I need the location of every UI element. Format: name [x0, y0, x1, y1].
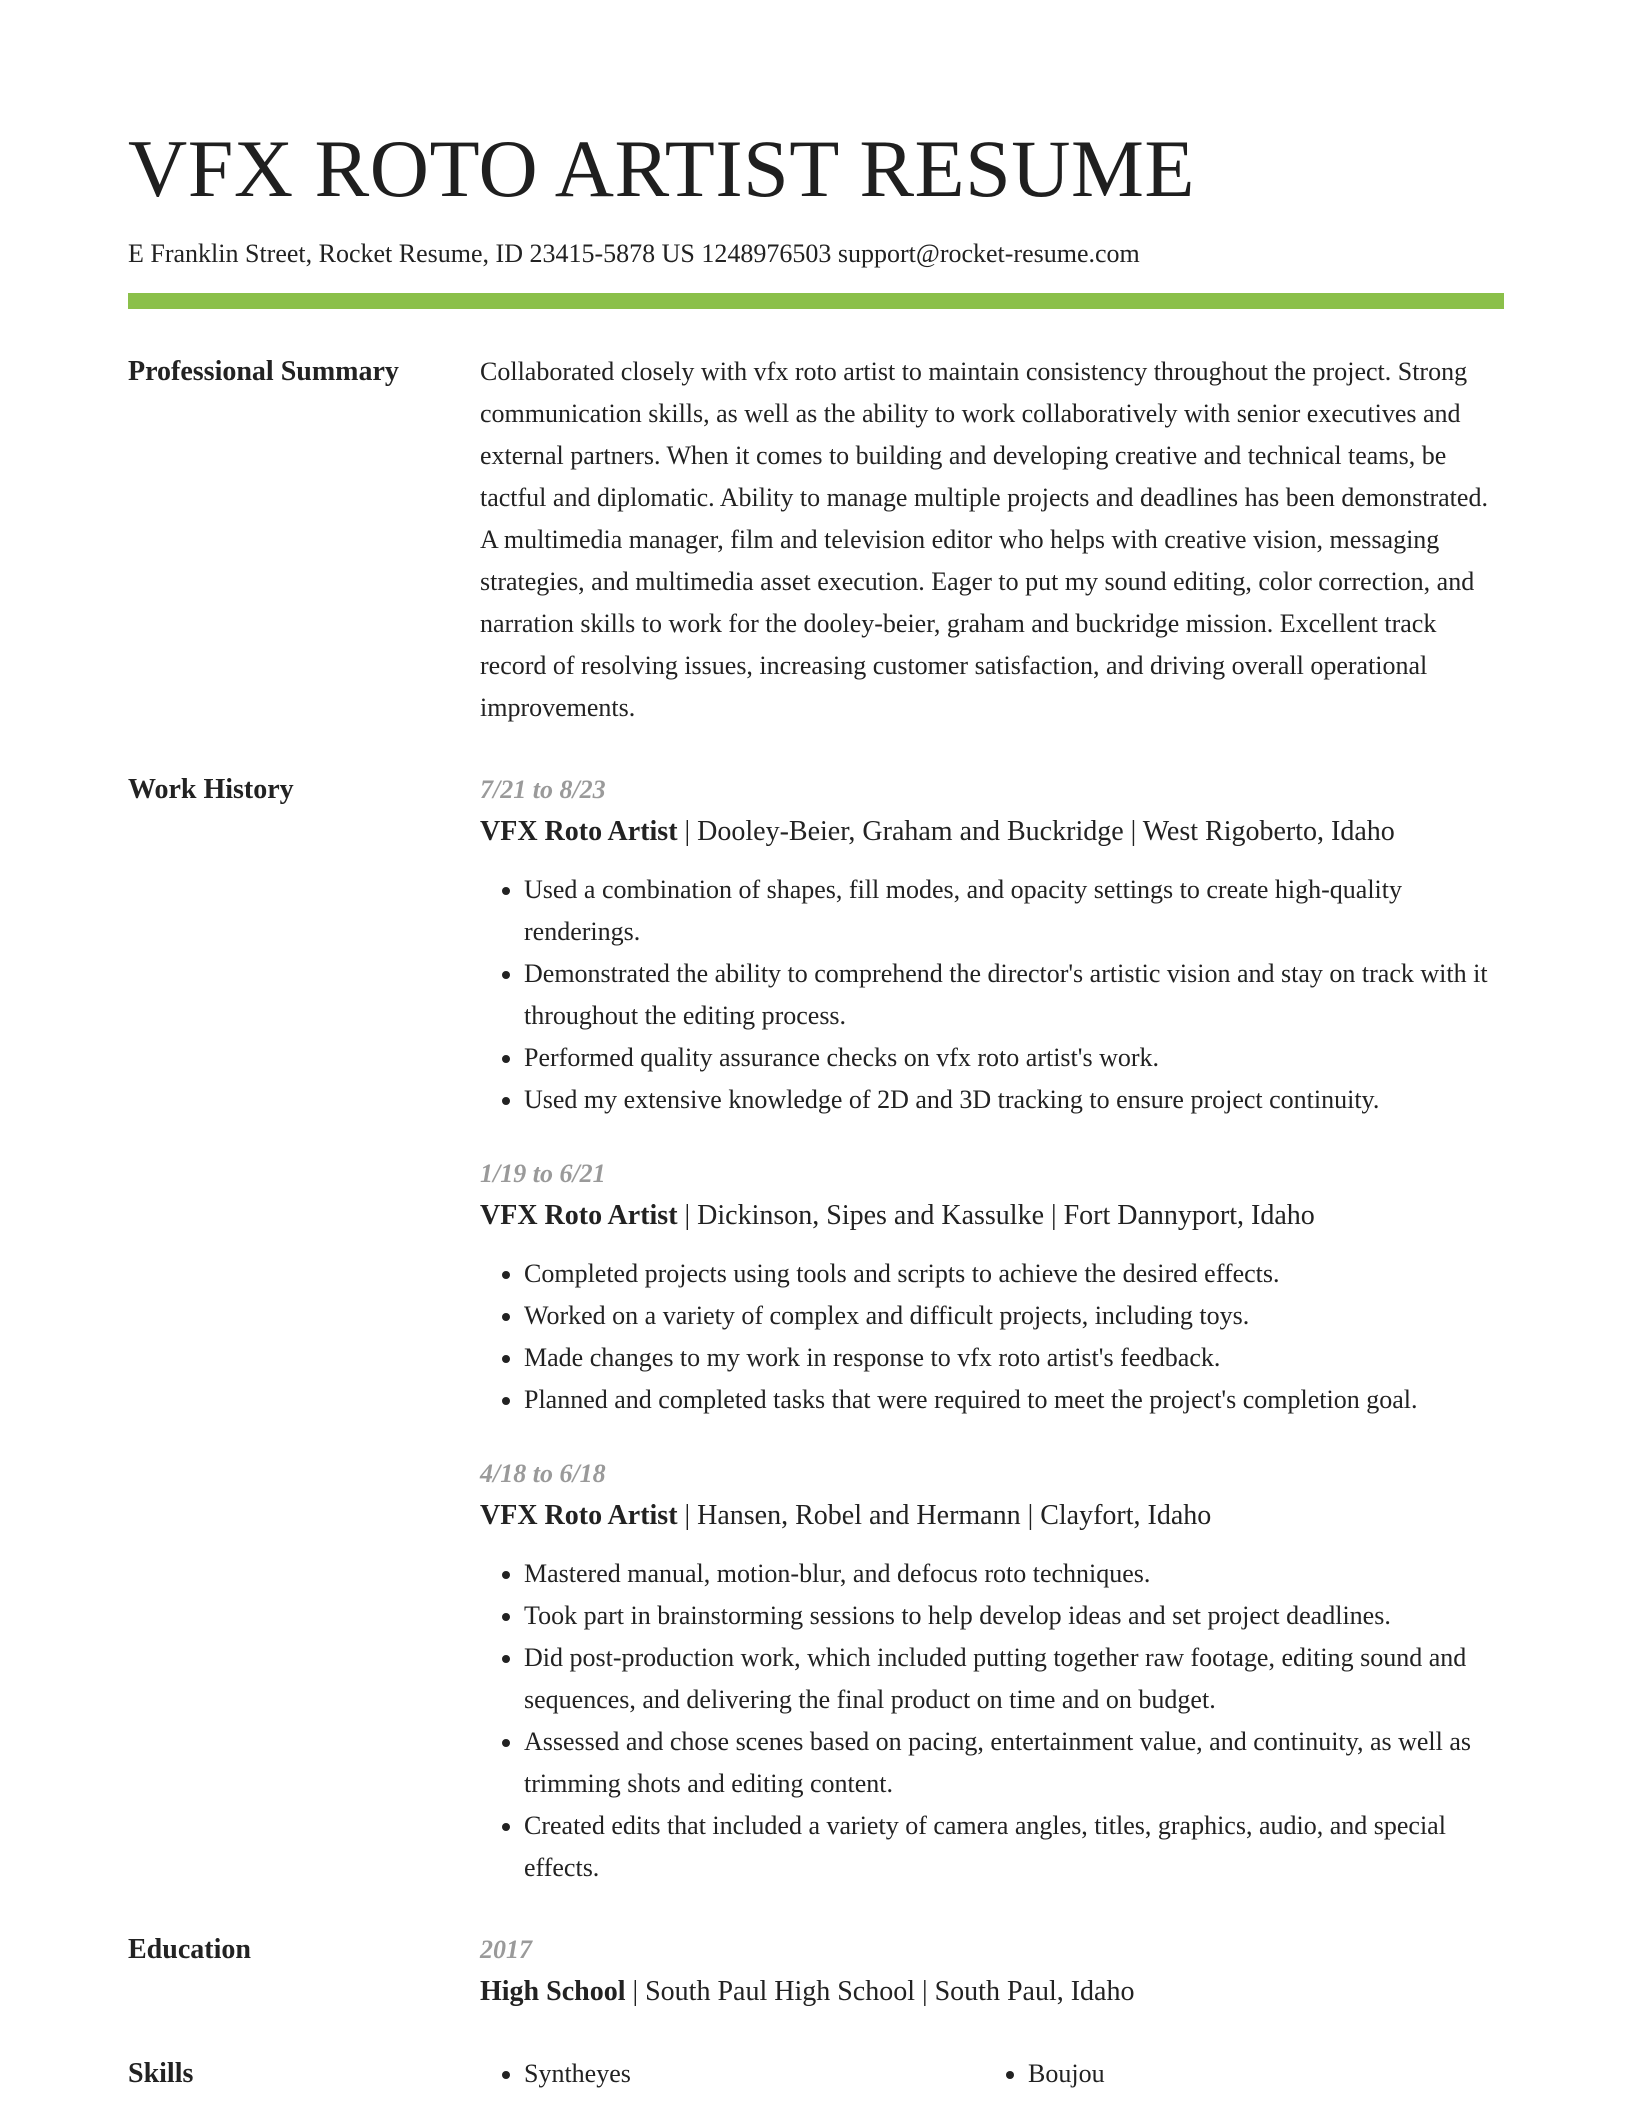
job-bullet: • Planned and completed tasks that were required to meet the project's completion goal.: [524, 1379, 1504, 1421]
skill-item: • Boujou: [1028, 2053, 1488, 2095]
job-entry: [480, 1153, 1504, 1421]
skills-column: [480, 2053, 984, 2095]
job-bullet: • Mastered manual, motion-blur, and defocus roto techniques.: [524, 1553, 1504, 1595]
job-bullet: • Demonstrated the ability to comprehend the director's artistic vision and stay on track with it throughout the editing process.: [524, 953, 1504, 1037]
job-dates: 1/19 to 6/21: [480, 1159, 606, 1189]
job-heading: [480, 811, 1504, 853]
work-history-list: [480, 769, 1504, 1889]
job-bullet: • Used a combination of shapes, fill modes, and opacity settings to create high-quality renderings.: [524, 869, 1504, 953]
section-label-education: Education: [128, 1934, 251, 1966]
summary-section: [128, 351, 1504, 729]
job-role: VFX Roto Artist: [480, 1500, 678, 1532]
job-bullet: • Performed quality assurance checks on vfx roto artist's work.: [524, 1037, 1504, 1079]
education-dates: 2017: [480, 1935, 532, 1965]
section-label-work-history: Work History: [128, 774, 294, 806]
job-details: | Dickinson, Sipes and Kassulke | Fort Dannyport, Idaho: [677, 1200, 1315, 1232]
resume-title: VFX ROTO ARTIST RESUME: [128, 123, 1195, 214]
skills-section: [128, 2053, 1504, 2095]
job-dates: 4/18 to 6/18: [480, 1459, 606, 1489]
job-bullet: • Assessed and chose scenes based on pacing, entertainment value, and continuity, as well as trimming shots and editing content.: [524, 1721, 1504, 1805]
section-label-skills: Skills: [128, 2058, 194, 2090]
job-bullet: • Made changes to my work in response to vfx roto artist's feedback.: [524, 1337, 1504, 1379]
skills-column: [984, 2053, 1488, 2095]
job-bullet: • Worked on a variety of complex and difficult projects, including toys.: [524, 1295, 1504, 1337]
job-entry: [480, 1453, 1504, 1889]
job-bullets: [480, 869, 1504, 1121]
job-bullet: • Completed projects using tools and scripts to achieve the desired effects.: [524, 1253, 1504, 1295]
job-details: | Hansen, Robel and Hermann | Clayfort, Idaho: [677, 1500, 1212, 1532]
job-details: | Dooley-Beier, Graham and Buckridge | West Rigoberto, Idaho: [677, 816, 1395, 848]
education-heading: [480, 1971, 1504, 2013]
work-history-section: [128, 769, 1504, 1889]
job-role: VFX Roto Artist: [480, 816, 678, 848]
education-section: [128, 1929, 1504, 2013]
section-label-summary: Professional Summary: [128, 356, 399, 388]
job-bullet: • Took part in brainstorming sessions to help develop ideas and set project deadlines.: [524, 1595, 1504, 1637]
job-heading: [480, 1195, 1504, 1237]
job-bullets: [480, 1553, 1504, 1889]
summary-text: Collaborated closely with vfx roto artist to maintain consistency throughout the project. Strong communication skills, as well as the ability to work collaboratively with senior executives and external partners. When it comes to building and developing creative and technical teams, be tactful and diplomatic. Ability to manage multiple projects and deadlines has been demonstrated. A multimedia manager, film and television editor who helps with creative vision, messaging strategies, and multimedia asset execution. Eager to put my sound editing, color correction, and narration skills to work for the dooley-beier, graham and buckridge mission. Excellent track record of resolving issues, increasing customer satisfaction, and driving overall operational improvements.: [480, 357, 1488, 723]
job-dates: 7/21 to 8/23: [480, 775, 606, 805]
education-degree: High School: [480, 1976, 626, 2008]
skills-grid: [480, 2053, 1504, 2095]
resume-page: [128, 118, 1504, 2095]
job-bullet: • Used my extensive knowledge of 2D and 3D tracking to ensure project continuity.: [524, 1079, 1504, 1121]
job-entry: [480, 769, 1504, 1121]
job-bullets: [480, 1253, 1504, 1421]
education-details: | South Paul High School | South Paul, Idaho: [625, 1976, 1135, 2008]
job-role: VFX Roto Artist: [480, 1200, 678, 1232]
skill-item: • Syntheyes: [524, 2053, 984, 2095]
job-bullet: • Created edits that included a variety of camera angles, titles, graphics, audio, and special effects.: [524, 1805, 1504, 1889]
contact-line: E Franklin Street, Rocket Resume, ID 23415-5878 US 1248976503 support@rocket-resume.com: [128, 239, 1140, 268]
header-accent-rule: [128, 293, 1504, 309]
job-heading: [480, 1495, 1504, 1537]
job-bullet: • Did post-production work, which included putting together raw footage, editing sound and sequences, and delivering the final product on time and on budget.: [524, 1637, 1504, 1721]
